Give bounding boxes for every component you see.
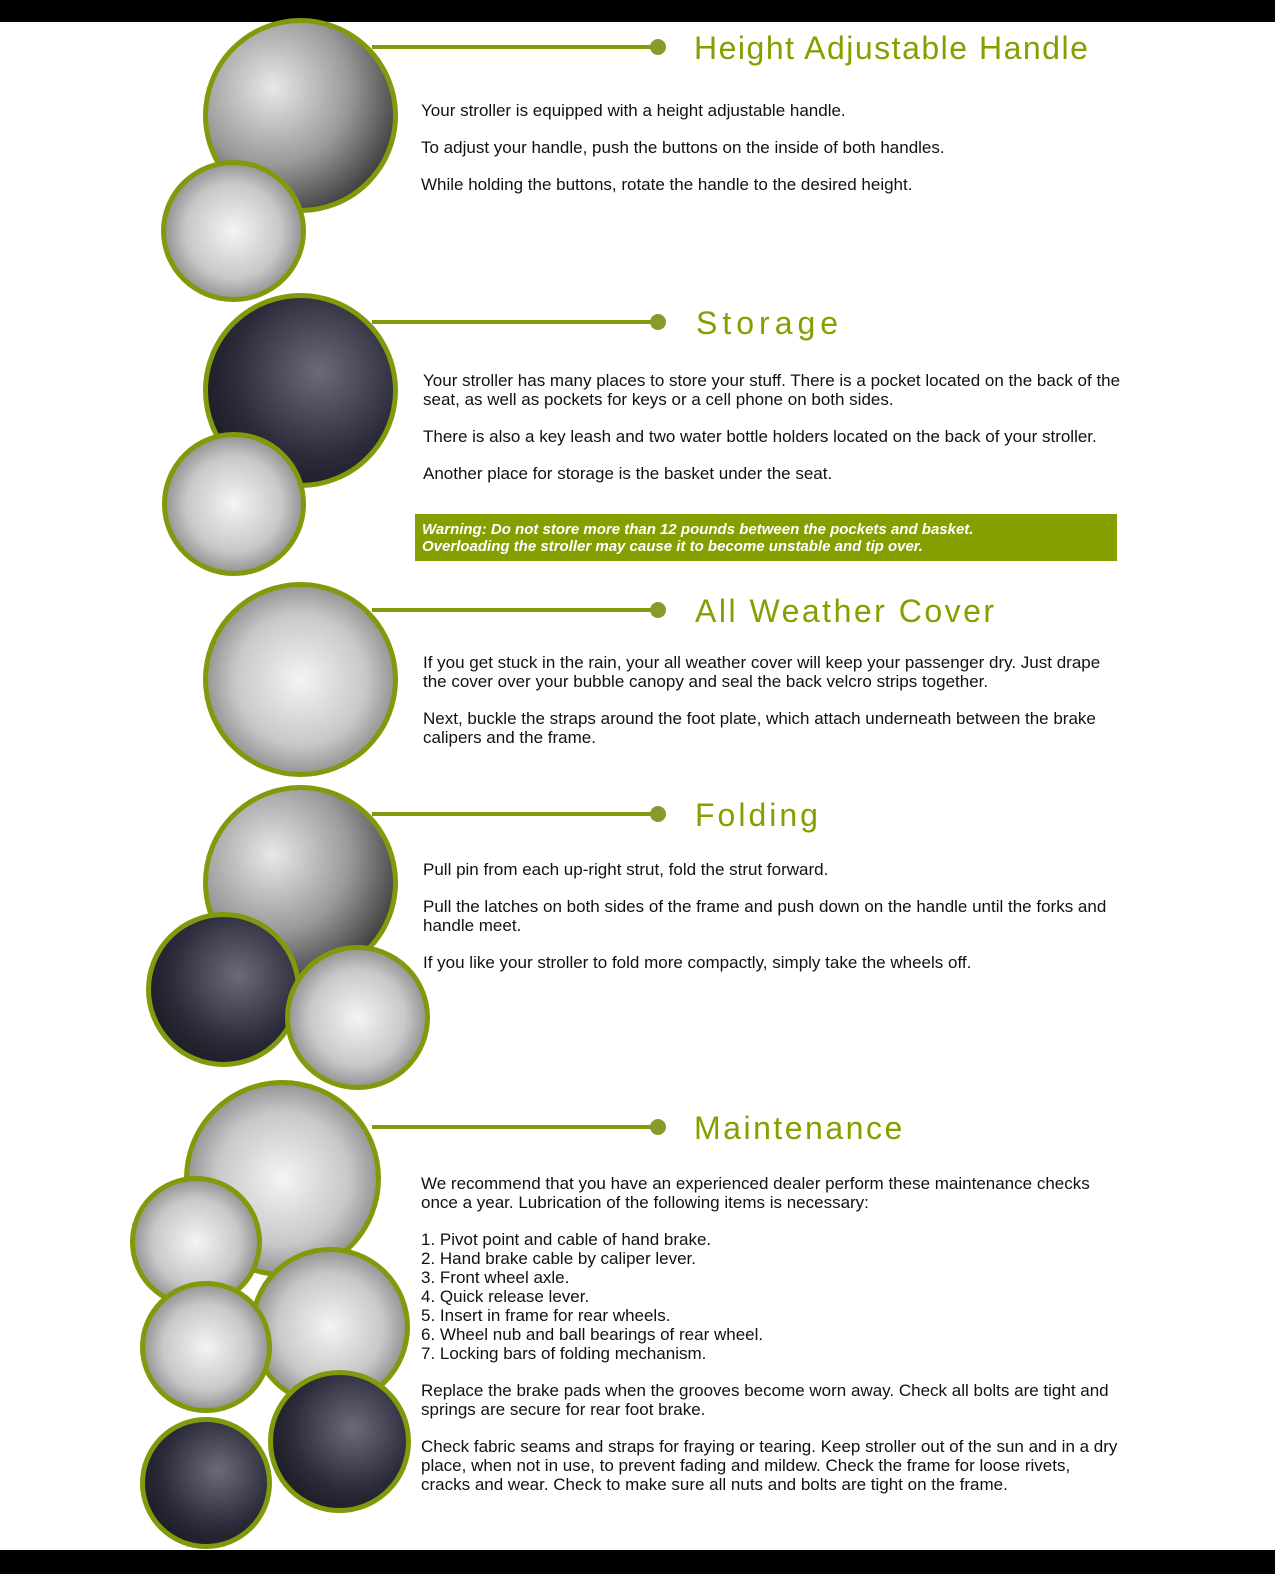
list-item: 3. Front wheel axle. (421, 1268, 570, 1287)
paragraph: Your stroller has many places to store your stuff. There is a pocket located on the back of the seat, as well as pockets for keys or a cell phone on both sides. (423, 371, 1121, 409)
warning-line: Overloading the stroller may cause it to become unstable and tip over. (422, 538, 923, 555)
section-body (423, 653, 1123, 765)
list-item: 6. Wheel nub and ball bearings of rear wheel. (421, 1325, 764, 1344)
paragraph: Replace the brake pads when the grooves become worn away. Check all bolts are tight and springs are secure for rear foot brake. (421, 1381, 1109, 1419)
photo-stroller-basket (162, 432, 306, 576)
connector-dot (650, 39, 666, 55)
top-bar (0, 0, 1275, 22)
paragraph: There is also a key leash and two water bottle holders located on the back of your stroller. (423, 427, 1097, 446)
section-title: All Weather Cover (695, 593, 997, 629)
list-item: 1. Pivot point and cable of hand brake. (421, 1230, 712, 1249)
paragraph: Check fabric seams and straps for fraying or tearing. Keep stroller out of the sun and in a dry place, when not in use, to prevent fading and mildew. Check the frame for loose rivets, cracks and wear. Check to make sure all nuts and bolts are tight on the frame. (421, 1437, 1118, 1494)
paragraph: If you like your stroller to fold more compactly, simply take the wheels off. (423, 953, 972, 972)
list-item: 5. Insert in frame for rear wheels. (421, 1306, 671, 1325)
paragraph: Another place for storage is the basket under the seat. (423, 464, 833, 483)
connector-dot (650, 602, 666, 618)
connector-dot (650, 806, 666, 822)
paragraph: Pull the latches on both sides of the frame and push down on the handle until the forks and handle meet. (423, 897, 1107, 935)
paragraph: We recommend that you have an experienced dealer perform these maintenance checks once a year. Lubrication of the following items is necessary: (421, 1174, 1090, 1212)
photo-locking-bars (140, 1417, 272, 1549)
list-item: 4. Quick release lever. (421, 1287, 590, 1306)
paragraph: Next, buckle the straps around the foot plate, which attach underneath between the brake calipers and the frame. (423, 709, 1096, 747)
connector-dot (650, 314, 666, 330)
bottom-bar (0, 1550, 1275, 1574)
connector-line (372, 1125, 660, 1129)
connector-line (372, 608, 660, 612)
maintenance-list (421, 1230, 1121, 1363)
photo-weather-cover (203, 582, 398, 777)
connector-dot (650, 1119, 666, 1135)
list-item: 7. Locking bars of folding mechanism. (421, 1344, 707, 1363)
paragraph: If you get stuck in the rain, your all weather cover will keep your passenger dry. Just drape the cover over your bubble canopy and seal the back velcro strips together. (423, 653, 1101, 691)
section-title: Maintenance (694, 1110, 905, 1146)
section-body (423, 371, 1123, 501)
section-title: Height Adjustable Handle (694, 30, 1090, 66)
list-item: 2. Hand brake cable by caliper lever. (421, 1249, 696, 1268)
warning-line: Warning: Do not store more than 12 pounds between the pockets and basket. (422, 521, 974, 538)
photo-folding-latch (146, 912, 301, 1067)
paragraph: Pull pin from each up-right strut, fold the strut forward. (423, 860, 829, 879)
paragraph: To adjust your handle, push the buttons on the inside of both handles. (421, 138, 945, 157)
section-body (423, 860, 1123, 990)
section-body (421, 1174, 1121, 1512)
section-body (421, 101, 1121, 212)
warning-banner (415, 514, 1117, 561)
section-title: Folding (695, 797, 821, 833)
photo-handle-grip (161, 160, 306, 302)
paragraph: While holding the buttons, rotate the handle to the desired height. (421, 175, 913, 194)
photo-quick-release (140, 1281, 272, 1413)
photo-rear-wheel (268, 1370, 411, 1513)
connector-line (372, 320, 660, 324)
connector-line (372, 812, 660, 816)
paragraph: Your stroller is equipped with a height adjustable handle. (421, 101, 846, 120)
photo-folded-stroller (285, 945, 430, 1090)
section-title: Storage (696, 305, 844, 341)
connector-line (372, 45, 660, 49)
